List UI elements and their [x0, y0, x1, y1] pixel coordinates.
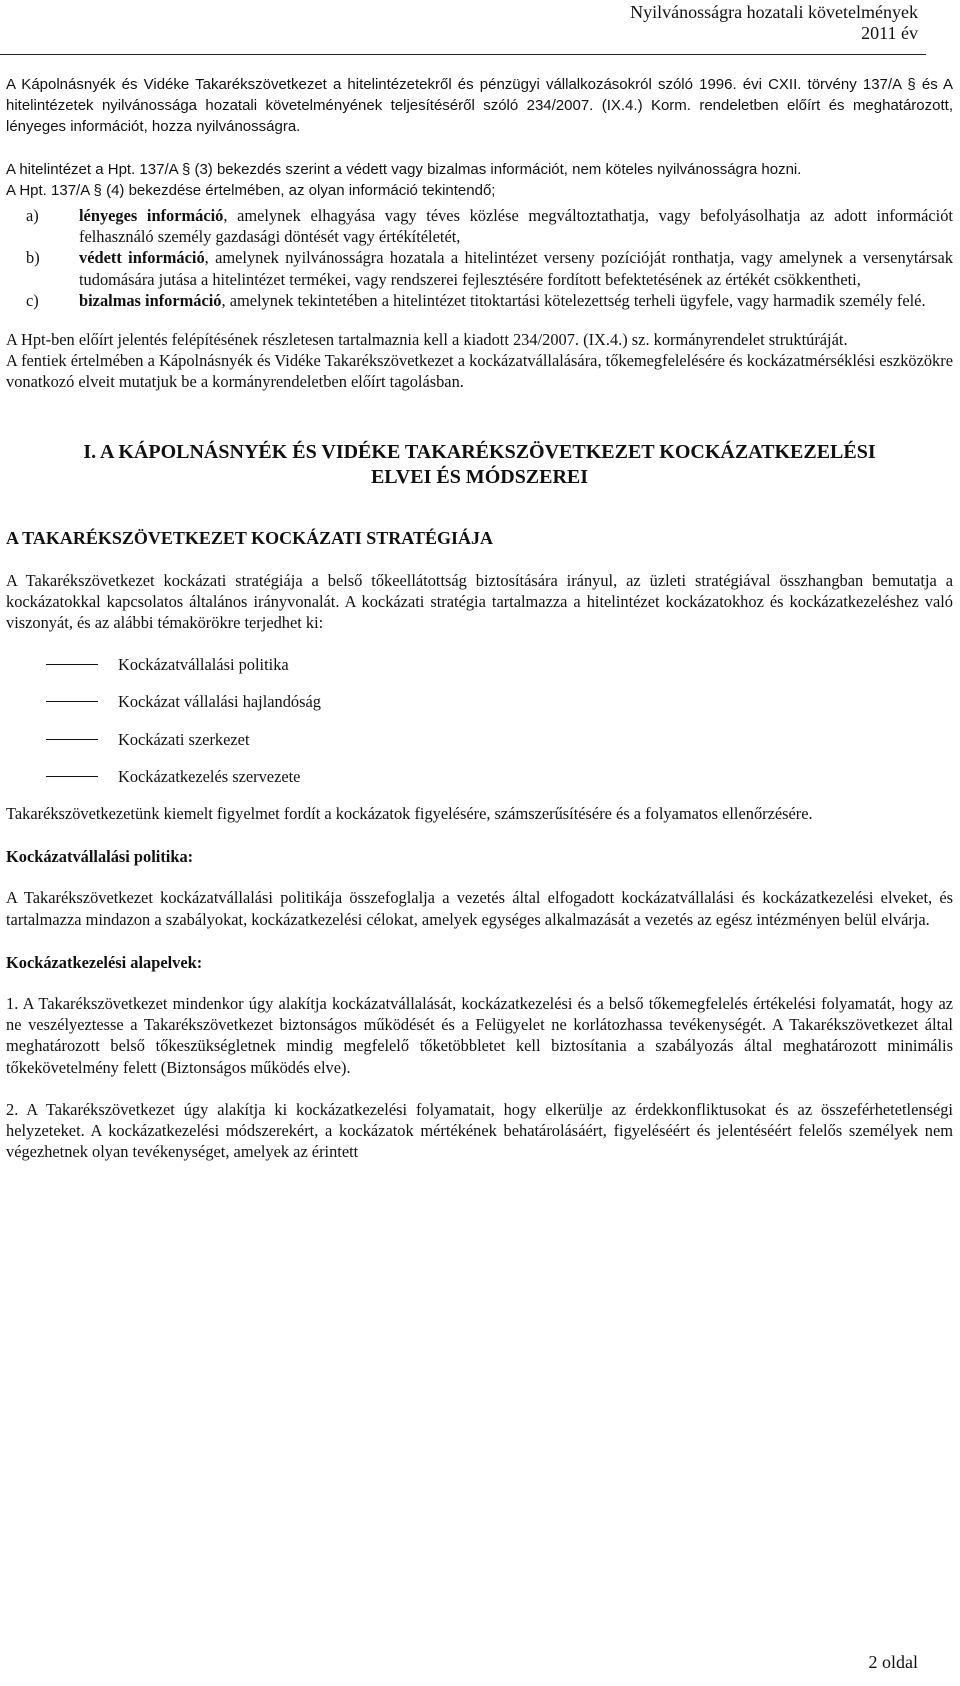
definition-term: lényeges információ [79, 206, 224, 226]
definition-item [6, 290, 953, 311]
hpt-paragraph: A Hpt-ben előírt jelentés felépítésének részletesen tartalmaznia kell a kiadott 234/2007. (IX.4.) sz. kormányrendelet struktúráját. [6, 330, 848, 350]
policy-heading: Kockázatvállalási politika: [6, 847, 194, 867]
list-item [6, 654, 953, 675]
page-header [630, 2, 918, 44]
principle-1-paragraph: 1. A Takarékszövetkezet mindenkor úgy alakítja kockázatvállalását, kockázatkezelési és a belső tőkemegfelelés értékelési folyamatát, hogy az ne veszélyeztesse a Takarékszövetkezet biztonságos működését és a Felügyelet ne korlátozhassa tevékenységét. A Takarékszövetkezet által meghatározott belső tőkeszükségletnek mindig megfelelő tőketöbbletet kell biztosítania a szabályozás által meghatározott minimális tőkekövetelmény felett (Biztonságos működés elve). [6, 994, 953, 1077]
chapter-title-line-2: ELVEI ÉS MÓDSZEREI [370, 465, 589, 488]
intro-paragraph-3: A Hpt. 137/A § (4) bekezdése értelmében, az olyan információ tekintendő; [6, 181, 496, 199]
header-year: 2011 év [861, 23, 918, 43]
definition-item [6, 247, 953, 289]
list-item-text: Kockázat vállalási hajlandóság [118, 692, 321, 712]
definition-text: , amelynek elhagyása vagy téves közlése megváltoztathatja, vagy befolyásolhatja az adott információt felhasználó személy gazdasági döntését vagy értékítéletét, [79, 206, 953, 247]
intro-paragraph-2: A hitelintézet a Hpt. 137/A § (3) bekezdés szerint a védett vagy bizalmas információt, nem köteles nyilvánosságra hozni. [6, 160, 802, 178]
definition-label: c) [26, 290, 39, 310]
strategy-heading: A TAKARÉKSZÖVETKEZET KOCKÁZATI STRATÉGIÁJA [6, 527, 493, 548]
header-title: Nyilvánosságra hozatali követelmények [630, 2, 918, 22]
list-item [6, 729, 953, 750]
intro-paragraph-1: A Kápolnásnyék és Vidéke Takarékszövetkezet a hitelintézetekről és pénzügyi vállalkozásokról szóló 1996. évi CXII. törvény 137/A § és A hitelintézetek nyilvánossága hozatali követelményének teljesítéséről szóló 234/2007. (IX.4.) Korm. rendeletben előírt és meghatározott, lényeges információt, hozza nyilvánosságra. [6, 76, 953, 136]
list-item-text: Kockázatvállalási politika [118, 655, 289, 675]
principle-2-paragraph: 2. A Takarékszövetkezet úgy alakítja ki kockázatkezelési folyamatait, hogy elkerülje az érdekkonfliktusokat és az összeférhetetlenségi helyzeteket. A kockázatkezelési módszerekért, a kockázatok mértékének behatárolásáért, figyeléséért és jelentéséért felelős személyek nem végezhetnek olyan tevékenységet, amelyek az érintett [6, 1099, 953, 1162]
definition-text: , amelynek nyilvánosságra hozatala a hitelintézet verseny pozícióját ronthatja, vagy amelynek a versenytársak tudomására jutása a hitelintézet termékei, vagy rendszerei fejlesztésére fordított befektetésének az értékét csökkentheti, [79, 248, 953, 289]
strategy-paragraph: A Takarékszövetkezet kockázati stratégiája a belső tőkeellátottság biztosítására irányul, az üzleti stratégiával összhangban bemutatja a kockázatokkal kapcsolatos általános irányvonalát. A kockázati stratégia tartalmazza a hitelintézet kockázatokhoz és kockázatkezeléshez való viszonyát, és az alábbi témakörökre terjedhet ki: [6, 570, 953, 633]
dash-bullet-icon [46, 776, 98, 777]
document-body [6, 74, 953, 1163]
list-item-text: Kockázatkezelés szervezete [118, 766, 301, 786]
principles-heading: Kockázatkezelési alapelvek: [6, 952, 203, 972]
strategy-topic-list [6, 654, 953, 787]
list-item-text: Kockázati szerkezet [118, 729, 250, 749]
policy-paragraph: A Takarékszövetkezet kockázatvállalási politikája összefoglalja a vezetés által elfogadott kockázatvállalási és kockázatkezelési elveket, és tartalmazza mindazon a szabályokat, kockázatkezelési célokat, amelyek egységes alkalmazását a vezetés az egész intézményen belül elvárja. [6, 888, 953, 929]
page-number: 2 oldal [868, 1652, 918, 1672]
list-item [6, 766, 953, 787]
dash-bullet-icon [46, 739, 98, 740]
dash-bullet-icon [46, 701, 98, 702]
strategy-after-paragraph: Takarékszövetkezetünk kiemelt figyelmet fordít a kockázatok figyelésére, számszerűsítésére és a folyamatos ellenőrzésére. [6, 804, 813, 824]
definition-term: védett információ [79, 248, 205, 268]
chapter-title-line-1: I. A KÁPOLNÁSNYÉK ÉS VIDÉKE TAKARÉKSZÖVETKEZET KOCKÁZATKEZELÉSI [83, 440, 876, 463]
definition-text: , amelynek tekintetében a hitelintézet titoktartási kötelezettség terheli ügyfele, vagy harmadik személy felé. [221, 290, 926, 310]
list-item [6, 691, 953, 712]
definition-term: bizalmas információ [79, 290, 222, 310]
chapter-title [6, 440, 953, 490]
fentiek-paragraph: A fentiek értelmében a Kápolnásnyék és Vidéke Takarékszövetkezet a kockázatvállalására, tőkemegfelelésére és kockázatmérséklési eszközökre vonatkozó elveit mutatjuk be a kormányrendeletben előírt tagolásban. [6, 351, 953, 392]
header-divider [0, 54, 926, 55]
dash-bullet-icon [46, 664, 98, 665]
definition-label: b) [26, 248, 40, 268]
definition-label: a) [26, 206, 39, 226]
definition-item [6, 205, 953, 247]
